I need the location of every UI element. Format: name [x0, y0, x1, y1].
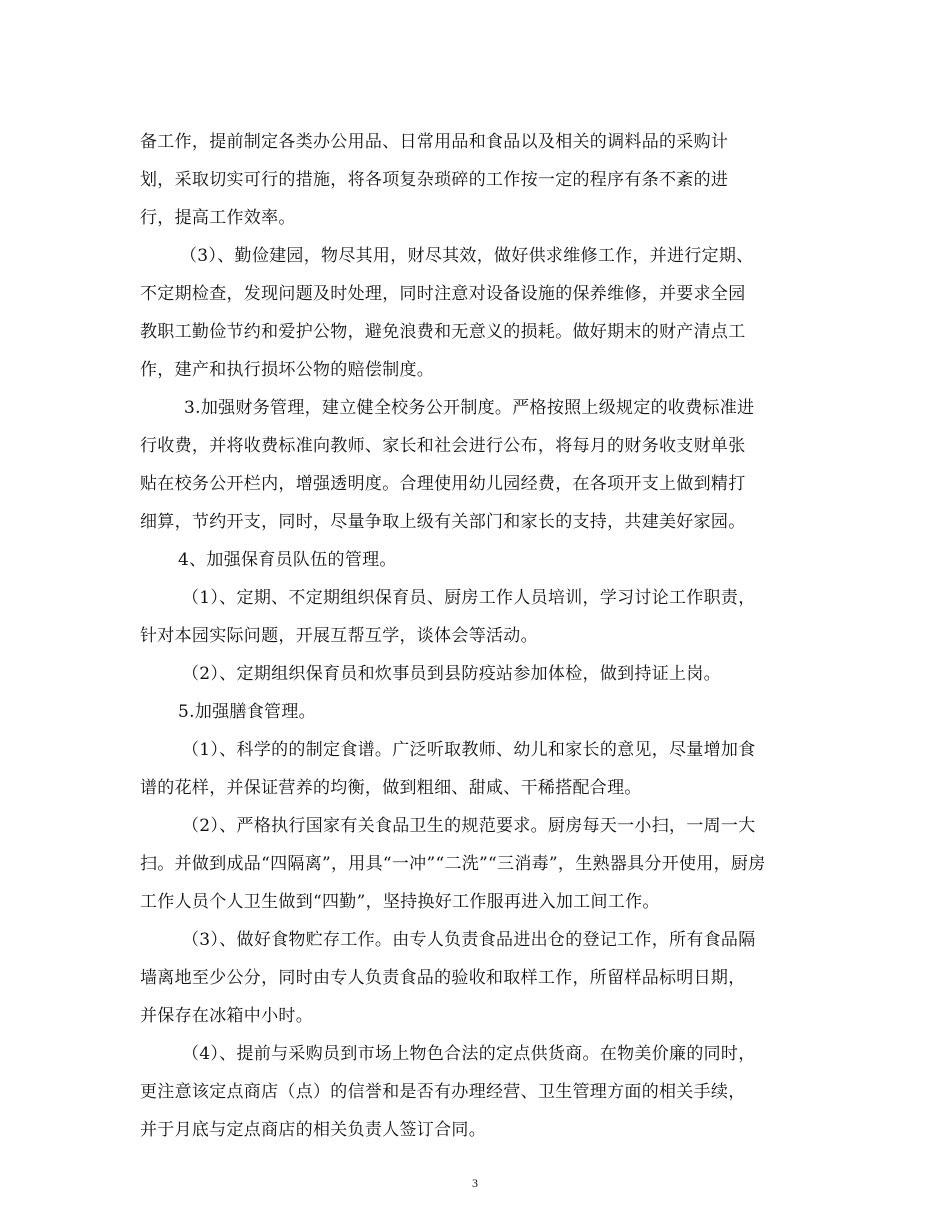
text-line: （2）、定期组织保育员和炊事员到县防疫站参加体检，做到持证上岗。 — [182, 664, 721, 684]
text-line: 工作人员个人卫生做到“四勤”，坚持换好工作服再进入加工间工作。 — [140, 892, 660, 912]
text-line: 扫。并做到成品“四隔离”，用具“一冲”“二洗”“三消毒”，生熟器具分开使用，厨房 — [140, 854, 766, 874]
page-number: 3 — [472, 1176, 478, 1190]
text-line: 细算，节约开支，同时，尽量争取上级有关部门和家长的支持，共建美好家园。 — [140, 512, 746, 532]
text-line: （4）、提前与采购员到市场上物色合法的定点供货商。在物美价廉的同时， — [182, 1044, 756, 1064]
text-line: （3）、做好食物贮存工作。由专人负责食品进出仓的登记工作，所有食品隔 — [182, 930, 756, 950]
text-line: 并于月底与定点商店的相关负责人签订合同。 — [140, 1120, 486, 1140]
text-line: 教职工勤俭节约和爱护公物，避免浪费和无意义的损耗。做好期末的财产清点工 — [140, 322, 746, 342]
text-line: 贴在校务公开栏内，增强透明度。合理使用幼儿园经费，在各项开支上做到精打 — [140, 474, 746, 494]
text-line: 作，建产和执行损坏公物的赔偿制度。 — [140, 360, 435, 380]
text-line: （2）、严格执行国家有关食品卫生的规范要求。厨房每天一小扫，一周一大 — [182, 816, 756, 836]
text-line: （3）、勤俭建园，物尽其用，财尽其效，做好供求维修工作，并进行定期、 — [180, 246, 754, 266]
section-heading: 4、加强保育员队伍的管理。 — [178, 550, 397, 570]
text-line: 针对本园实际问题，开展互帮互学，谈体会等活动。 — [140, 626, 538, 646]
text-line: 并保存在冰箱中小时。 — [140, 1006, 313, 1026]
text-line: 3.加强财务管理，建立健全校务公开制度。严格按照上级规定的收费标准进 — [184, 398, 755, 418]
text-line: （1）、科学的的制定食谱。广泛听取教师、幼儿和家长的意见，尽量增加食 — [182, 740, 756, 760]
text-line: 谱的花样，并保证营养的均衡，做到粗细、甜咸、干稀搭配合理。 — [140, 778, 642, 798]
text-line: 行，提高工作效率。 — [140, 208, 296, 228]
text-line: 备工作，提前制定各类办公用品、日常用品和食品以及相关的调料品的采购计 — [140, 132, 729, 152]
section-heading: 5.加强膳食管理。 — [178, 702, 316, 722]
text-line: 行收费，并将收费标准向教师、家长和社会进行公布，将每月的财务收支财单张 — [140, 436, 746, 456]
text-line: （1）、定期、不定期组织保育员、厨房工作人员培训，学习讨论工作职责， — [182, 588, 756, 608]
text-line: 更注意该定点商店（点）的信誉和是否有办理经营、卫生管理方面的相关手续， — [140, 1082, 746, 1102]
text-line: 不定期检查，发现问题及时处理，同时注意对设备设施的保养维修，并要求全园 — [140, 284, 746, 304]
text-line: 划，采取切实可行的措施，将各项复杂琐碎的工作按一定的程序有条不紊的进 — [140, 170, 729, 190]
text-line: 墙离地至少公分，同时由专人负责食品的验收和取样工作，所留样品标明日期， — [140, 968, 746, 988]
